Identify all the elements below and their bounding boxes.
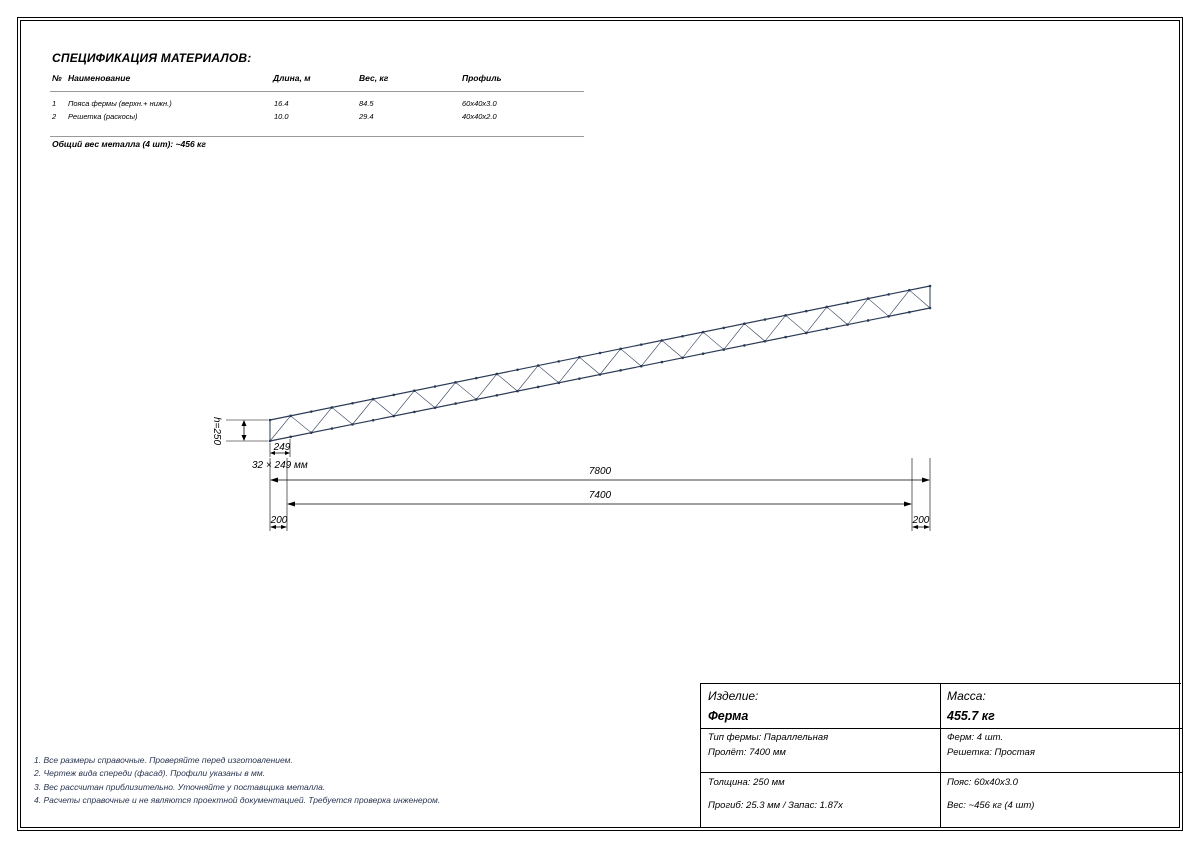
product-label: Изделие: (708, 689, 759, 703)
bottom-chord-node (661, 361, 664, 364)
title-block-divider-2 (701, 772, 1182, 773)
truss-diagonal (538, 366, 559, 383)
spec-header-length: Длина, м (273, 73, 311, 83)
spec-row-1-profile: 60x40x3.0 (462, 99, 497, 108)
top-chord-node (743, 322, 746, 325)
truss-diagonal (827, 307, 848, 325)
bottom-chord-node (640, 365, 643, 368)
spec-title: СПЕЦИФИКАЦИЯ МАТЕРИАЛОВ: (52, 51, 252, 65)
panel-label: 249 (273, 442, 291, 453)
truss-diagonal (291, 416, 312, 433)
top-chord-node (496, 373, 499, 376)
bottom-chord-node (454, 402, 457, 405)
top-chord-node (826, 306, 829, 309)
span-length-label: 7400 (588, 490, 612, 501)
deflection-value: Прогиб: 25.3 мм / Запас: 1.87x (708, 800, 843, 811)
truss-diagonal (332, 407, 353, 424)
title-block-divider-1 (701, 728, 1182, 729)
spec-row-1-weight: 84.5 (359, 99, 374, 108)
spec-header-weight: Вес, кг (359, 73, 389, 83)
support-right-label: 200 (912, 515, 930, 526)
span-value: Пролёт: 7400 мм (708, 747, 786, 758)
spec-header-name: Наименование (68, 73, 131, 83)
top-chord-node (764, 318, 767, 321)
bottom-chord-node (826, 327, 829, 330)
top-chord-node (908, 289, 911, 292)
title-block-vertical-divider (940, 684, 941, 828)
truss-diagonal (456, 382, 477, 399)
truss-diagonal (497, 374, 518, 391)
top-chord-node (269, 419, 272, 422)
top-chord-node (516, 368, 519, 371)
top-chord-node (599, 352, 602, 355)
bottom-chord-node (722, 348, 725, 351)
bottom-chord-node (805, 332, 808, 335)
span-arrow-left (287, 502, 295, 507)
total-weight: Вес: ~456 кг (4 шт) (947, 800, 1035, 811)
spec-row-2-profile: 40x40x2.0 (462, 112, 497, 121)
truss-type: Тип фермы: Параллельная (708, 732, 829, 743)
spec-row-2-weight: 29.4 (359, 112, 374, 121)
truss-diagonal (868, 299, 889, 317)
note-3: 3. Вес рассчитан приблизительно. Уточняйте у поставщика металла. (34, 782, 326, 792)
overall-arrow-left (270, 478, 278, 483)
bottom-chord-node (784, 336, 787, 339)
bottom-chord-node (764, 340, 767, 343)
truss-diagonal (744, 324, 765, 342)
bottom-chord-node (269, 440, 272, 443)
bottom-chord-node (619, 369, 622, 372)
bottom-chord-node (557, 382, 560, 385)
bottom-chord-node (310, 431, 313, 434)
spec-row-1-length: 16.4 (274, 99, 289, 108)
top-chord-node (372, 398, 375, 401)
bottom-chord-node (496, 394, 499, 397)
top-chord-node (867, 297, 870, 300)
overall-arrow-right (922, 478, 930, 483)
bottom-chord-node (702, 352, 705, 355)
note-4: 4. Расчеты справочные и не являются проектной документацией. Требуется проверка инженером. (34, 795, 441, 805)
top-chord-node (310, 410, 313, 413)
bottom-chord-node (537, 386, 540, 389)
height-label: h=250 (211, 416, 222, 446)
bottom-chord-node (887, 315, 890, 318)
top-chord-node (887, 293, 890, 296)
spec-header-num: № (52, 73, 62, 83)
product-value: Ферма (708, 709, 749, 723)
truss-diagonal (703, 332, 724, 350)
truss-diagonal (786, 315, 807, 333)
bottom-chord-node (908, 311, 911, 314)
top-chord-node (289, 415, 292, 418)
spec-row-2-num: 2 (52, 112, 57, 121)
note-1: 1. Все размеры справочные. Проверяйте перед изготовлением. (34, 755, 293, 765)
top-chord-node (619, 348, 622, 351)
truss-diagonal (414, 391, 435, 408)
bottom-chord-node (289, 436, 292, 439)
truss-diagonal (662, 340, 683, 357)
bottom-chord-node (867, 319, 870, 322)
top-chord-node (640, 343, 643, 346)
top-chord-node (392, 394, 395, 397)
title-block (700, 683, 1181, 828)
truss-diagonal (373, 399, 394, 416)
bottom-chord-node (434, 406, 437, 409)
top-chord-node (929, 285, 932, 288)
top-chord-node (681, 335, 684, 338)
top-chord-node (722, 327, 725, 330)
bottom-chord-node (331, 427, 334, 430)
truss (269, 285, 932, 443)
top-chord-node (578, 356, 581, 359)
bottom-chord-node (516, 390, 519, 393)
spec-row-2-name: Решетка (раскосы) (68, 112, 138, 121)
mass-value: 455.7 кг (947, 709, 995, 723)
top-chord-node (805, 310, 808, 313)
spec-total-weight: Общий вес металла (4 шт): ~456 кг (52, 139, 206, 149)
spec-row-2-length: 10.0 (274, 112, 289, 121)
chord-profile: Пояс: 60x40x3.0 (947, 777, 1018, 788)
bottom-chord-node (413, 411, 416, 414)
lattice-type: Решетка: Простая (947, 747, 1035, 758)
top-chord-node (537, 364, 540, 367)
spec-header-profile: Профиль (462, 73, 502, 83)
top-chord-node (557, 360, 560, 363)
truss-diagonal (909, 290, 930, 308)
top-chord-node (331, 406, 334, 409)
bottom-chord-node (599, 373, 602, 376)
truss-count: Ферм: 4 шт. (947, 732, 1004, 743)
bottom-chord-node (846, 323, 849, 326)
bottom-chord-node (351, 423, 354, 426)
truss-diagonal (579, 357, 600, 374)
bottom-chord-node (681, 357, 684, 360)
top-chord-node (784, 314, 787, 317)
top-chord-node (434, 385, 437, 388)
top-chord-node (475, 377, 478, 380)
spec-row-1-name: Пояса фермы (верхн.+ нижн.) (68, 99, 172, 108)
note-2: 2. Чертеж вида спереди (фасад). Профили указаны в мм. (34, 768, 266, 778)
bottom-chord-node (929, 307, 932, 310)
top-chord-node (846, 301, 849, 304)
thickness-value: Толщина: 250 мм (708, 777, 785, 788)
height-arrow-top (242, 420, 247, 426)
bottom-chord-node (392, 415, 395, 418)
top-chord-node (351, 402, 354, 405)
dimensions (211, 417, 930, 531)
bottom-chord-node (743, 344, 746, 347)
top-chord-node (454, 381, 457, 384)
spec-row-1-num: 1 (52, 99, 57, 108)
panels-count-label: 32 × 249 мм (252, 460, 308, 471)
top-chord-node (413, 389, 416, 392)
bottom-chord-node (372, 419, 375, 422)
truss-diagonal (621, 349, 642, 366)
bottom-chord-node (475, 398, 478, 401)
overall-length-label: 7800 (588, 466, 612, 477)
bottom-chord-node (578, 377, 581, 380)
top-chord-node (661, 339, 664, 342)
height-arrow-bottom (242, 435, 247, 441)
span-arrow-right (904, 502, 912, 507)
top-chord-node (702, 331, 705, 334)
mass-label: Масса: (947, 689, 986, 703)
support-left-label: 200 (270, 515, 288, 526)
